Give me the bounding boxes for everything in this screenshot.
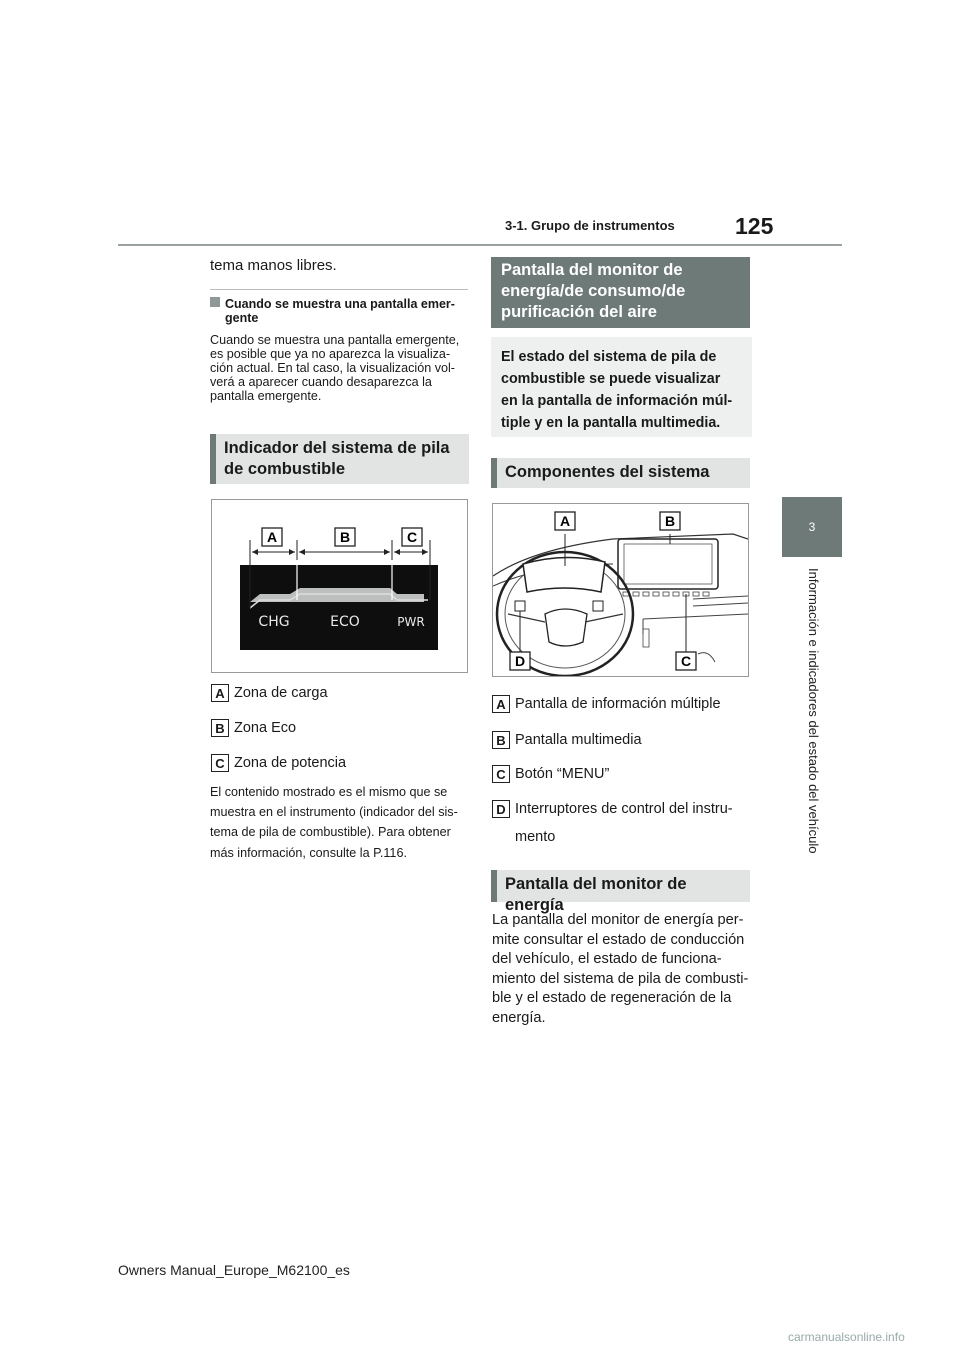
legend-item <box>211 754 346 772</box>
para-line: El contenido mostrado es el mismo que se <box>210 785 448 799</box>
para-line: ble y el estado de regeneración de la <box>492 990 732 1007</box>
legend-item <box>492 765 609 783</box>
label-a: A <box>266 529 278 545</box>
label-b: B <box>664 513 676 529</box>
heading-text: Pantalla del monitor de energía <box>505 875 687 914</box>
section-title: 3-1. Grupo de instrumentos <box>505 218 675 233</box>
para-line: energía. <box>492 1009 546 1026</box>
dashboard-illustration <box>493 504 748 676</box>
legend-item <box>492 731 642 749</box>
para-line: muestra en el instrumento (indicador del sis- <box>210 805 458 820</box>
note-line: ción actual. En tal caso, la visualización vol- <box>210 361 456 375</box>
square-bullet-icon <box>210 297 220 307</box>
panel-line: en la pantalla de información múl- <box>501 393 733 409</box>
legend-text: Zona Eco <box>234 720 297 736</box>
components-heading <box>491 458 750 488</box>
fuel-cell-indicator-heading <box>210 434 469 484</box>
intro-line: tema manos libres. <box>210 257 337 274</box>
fuel-cell-indicator-figure <box>211 499 468 673</box>
heading-text: Componentes del sistema <box>505 463 710 481</box>
badge: B <box>211 719 229 737</box>
label-d: D <box>514 653 526 669</box>
badge: C <box>492 765 510 783</box>
badge: B <box>492 731 510 749</box>
para-line: La pantalla del monitor de energía per- <box>492 912 744 928</box>
legend-item <box>492 695 721 713</box>
zone-pwr: PWR <box>397 615 425 629</box>
energy-monitor-heading <box>491 870 750 914</box>
footer-text: Owners Manual_Europe_M62100_es <box>118 1262 350 1278</box>
energy-paragraph <box>492 911 757 1029</box>
label-b: B <box>339 529 351 545</box>
note-line: es posible que ya no aparezca la visualiza- <box>210 347 451 361</box>
legend-text: Zona de carga <box>234 685 328 701</box>
legend-text: Botón “MENU” <box>515 766 610 782</box>
panel-line: El estado del sistema de pila de <box>501 349 717 365</box>
badge: C <box>211 754 229 772</box>
note-rule <box>210 289 468 290</box>
legend-item <box>211 719 296 737</box>
heading-line: energía/de consumo/de <box>501 282 686 300</box>
meter-display <box>523 557 605 592</box>
note-heading-line-2: gente <box>225 311 259 325</box>
energy-monitor-main-heading <box>491 257 750 328</box>
legend-item <box>492 800 733 818</box>
panel-line: tiple y en la pantalla multimedia. <box>501 415 721 431</box>
note-line: pantalla emergente. <box>210 389 322 403</box>
header-rule <box>118 244 842 246</box>
legend-continuation: mento <box>515 829 556 845</box>
heading-line: purificación del aire <box>501 303 657 321</box>
note-heading-line-1: Cuando se muestra una pantalla emer- <box>225 297 455 311</box>
para-line: tema de pila de combustible). Para obtener <box>210 825 451 840</box>
label-c: C <box>406 529 418 545</box>
note-line: Cuando se muestra una pantalla emergente, <box>210 333 460 347</box>
chapter-tab: 3 <box>782 497 842 557</box>
panel-line: combustible se puede visualizar <box>501 371 721 387</box>
chapter-label: Información e indicadores del estado del vehículo <box>806 568 821 854</box>
para-line: más información, consulte la P.116. <box>210 845 407 860</box>
label-c: C <box>680 653 692 669</box>
summary-panel <box>491 337 752 437</box>
legend-text: Pantalla de información múltiple <box>515 696 721 712</box>
para-line: del vehículo, el estado de funciona- <box>492 951 722 968</box>
zone-eco: ECO <box>330 614 360 630</box>
para-line: mite consultar el estado de conducción <box>492 931 745 948</box>
legend-text: Pantalla multimedia <box>515 732 642 748</box>
heading-line: de combustible <box>224 460 346 478</box>
page-number: 125 <box>735 213 774 239</box>
label-a: A <box>559 513 571 529</box>
indicator-display <box>240 565 438 650</box>
note-heading <box>210 297 472 325</box>
para-line: miento del sistema de pila de combusti- <box>492 970 749 987</box>
note-line: verá a aparecer cuando desaparezca la <box>210 375 432 389</box>
heading-line: Indicador del sistema de pila <box>224 439 450 457</box>
badge: D <box>492 800 510 818</box>
heading-line: Pantalla del monitor de <box>501 261 683 279</box>
legend-text: Interruptores de control del instru- <box>515 801 733 817</box>
left-paragraph <box>210 782 472 863</box>
legend-text: Zona de potencia <box>234 755 347 771</box>
zone-chg: CHG <box>258 614 290 630</box>
badge: A <box>492 695 510 713</box>
dashboard-figure <box>492 503 749 677</box>
legend-item <box>211 684 328 702</box>
note-body <box>210 333 472 403</box>
watermark: carmanualsonline.info <box>788 1330 905 1344</box>
indicator-illustration <box>212 500 467 672</box>
badge: A <box>211 684 229 702</box>
